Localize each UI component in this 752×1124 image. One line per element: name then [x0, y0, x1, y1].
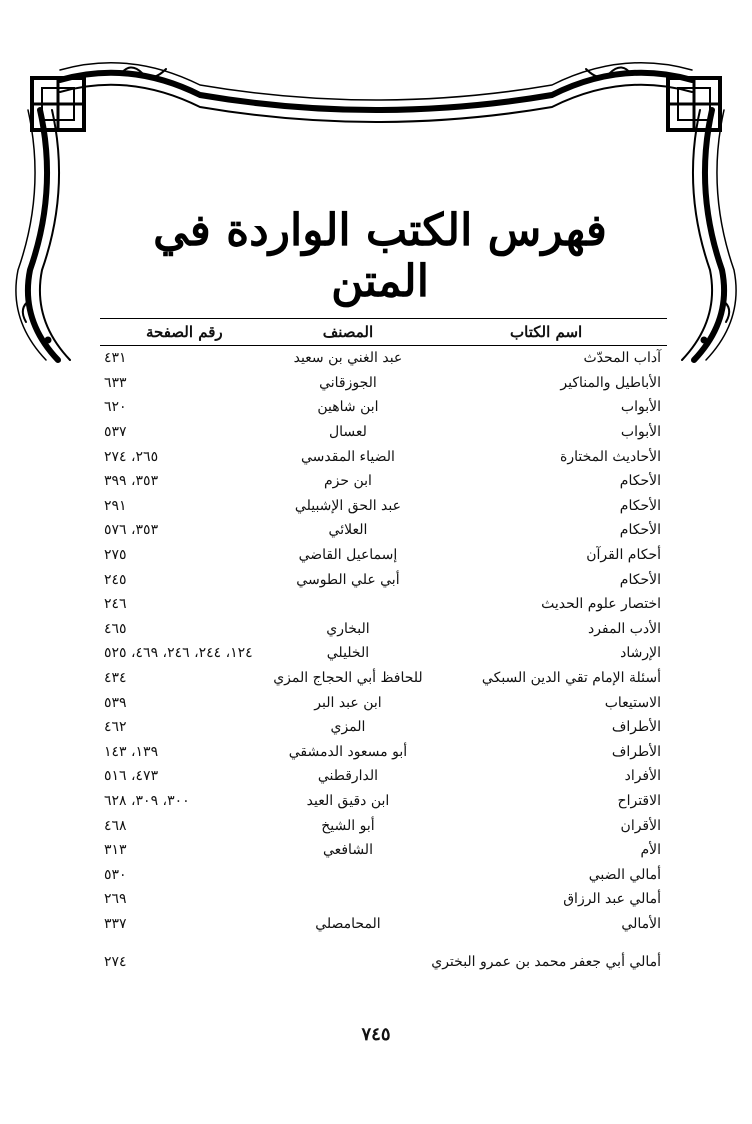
book-title: الاقتراح	[617, 792, 661, 809]
book-author	[265, 862, 432, 887]
table-row	[100, 346, 667, 371]
book-author: أبي علي الطوسي	[296, 571, 400, 588]
column-header-author: المصنف	[265, 319, 432, 346]
book-author: الدارقطني	[317, 768, 379, 785]
book-title: آداب المحدّث	[583, 350, 661, 367]
book-title: الأحكام	[619, 473, 661, 490]
book-author: للحافظ أبي الحجاج المزي	[273, 670, 423, 687]
page-reference: ٢٩١	[104, 497, 127, 514]
page-reference: ٢٦٩	[104, 891, 127, 908]
table-row	[100, 813, 667, 838]
book-title: أمالي الضبي	[588, 866, 661, 883]
table-row	[100, 518, 667, 543]
book-title: الأطراف	[611, 719, 661, 736]
table-row	[100, 666, 667, 691]
book-title: أسئلة الإمام تقي الدين السبكي	[481, 670, 661, 687]
book-title: الأحكام	[619, 571, 661, 588]
page-reference: ٦٢٠	[104, 399, 127, 416]
book-title: الأبواب	[620, 399, 661, 416]
book-title: أمالي أبي جعفر محمد بن عمرو البختري	[431, 954, 661, 971]
book-author: البخاري	[326, 620, 370, 637]
book-title: الأفراد	[624, 768, 661, 785]
page-reference: ٦٣٣	[104, 374, 127, 391]
column-header-title: اسم الكتاب	[431, 319, 667, 346]
book-author: إسماعيل القاضي	[298, 547, 398, 564]
page-reference: ٢٦٥، ٢٧٤	[104, 448, 159, 465]
book-title: الإرشاد	[620, 645, 661, 662]
page-reference: ٣٠٠، ٣٠٩، ٦٢٨	[104, 792, 190, 809]
page-title: فهرس الكتب الواردة في المتن	[153, 205, 607, 307]
book-title: الأباطيل والمناكير	[560, 374, 661, 391]
page-reference: ٤٧٣، ٥١٦	[104, 768, 159, 785]
book-author: العلائي	[328, 522, 368, 539]
book-title: الأم	[640, 842, 661, 859]
book-author	[265, 887, 432, 912]
table-row	[100, 617, 667, 642]
page-reference: ٣١٣	[104, 842, 127, 859]
page-reference: ٣٥٣، ٣٩٩	[104, 473, 159, 490]
table-row	[100, 494, 667, 519]
table-row	[100, 764, 667, 789]
table-row	[100, 715, 667, 740]
book-title: الأمالي	[621, 915, 661, 932]
book-author: ابن دقيق العيد	[306, 792, 390, 809]
table-row	[100, 592, 667, 617]
page-reference: ٤٦٥	[104, 620, 127, 637]
book-title: أحكام القرآن	[586, 547, 661, 564]
page-reference: ٢٧٥	[104, 547, 127, 564]
book-author: الجوزقاني	[319, 374, 377, 391]
book-author: الضياء المقدسي	[301, 448, 395, 465]
book-title: الأحكام	[619, 497, 661, 514]
book-author	[265, 592, 432, 617]
table-row	[100, 420, 667, 445]
table-row	[100, 690, 667, 715]
table-row	[100, 469, 667, 494]
book-title: الأقران	[620, 817, 661, 834]
book-title: الاستيعاب	[604, 694, 661, 711]
book-title: أمالي عبد الرزاق	[563, 891, 661, 908]
book-author: المزي	[330, 719, 366, 736]
book-title: الأحكام	[619, 522, 661, 539]
book-author: عبد الحق الإشبيلي	[294, 497, 401, 514]
book-author: أبو مسعود الدمشقي	[288, 743, 408, 760]
book-author: عبد الغني بن سعيد	[293, 350, 403, 367]
table-row	[100, 543, 667, 568]
book-author	[265, 936, 432, 970]
page-reference: ٢٤٥	[104, 571, 127, 588]
book-author: أبو الشيخ	[321, 817, 375, 834]
table-row	[100, 641, 667, 666]
page-reference: ١٣٩، ١٤٣	[104, 743, 159, 760]
page-reference: ٥٣٠	[104, 866, 127, 883]
book-author: ابن حزم	[323, 473, 372, 490]
page-reference: ٤٦٢	[104, 719, 127, 736]
book-title: الأطراف	[611, 743, 661, 760]
table-header-row	[100, 319, 667, 346]
book-title: الأبواب	[620, 424, 661, 441]
page-reference: ٢٤٦	[104, 596, 127, 613]
book-title: اختصار علوم الحديث	[541, 596, 661, 613]
table-row	[100, 395, 667, 420]
table-row	[100, 887, 667, 912]
book-author: الخليلي	[326, 645, 370, 662]
column-header-page: رقم الصفحة	[100, 319, 265, 346]
page-reference: ٤٣١	[104, 350, 127, 367]
table-row	[100, 912, 667, 937]
page-reference: ٢٧٤	[104, 954, 127, 971]
page-reference: ١٢٤، ٢٤٤، ٢٤٦، ٤٦٩، ٥٢٥	[104, 645, 253, 662]
book-author: ابن شاهين	[317, 399, 379, 416]
page-reference: ٤٣٤	[104, 670, 127, 687]
page-reference: ٤٦٨	[104, 817, 127, 834]
page-reference: ٣٣٧	[104, 915, 127, 932]
table-row	[100, 838, 667, 863]
table-row	[100, 567, 667, 592]
page-reference: ٥٣٩	[104, 694, 127, 711]
table-row	[100, 371, 667, 396]
page-reference: ٥٣٧	[104, 424, 127, 441]
table-row	[100, 789, 667, 814]
table-row	[100, 740, 667, 765]
page-reference: ٣٥٣، ٥٧٦	[104, 522, 159, 539]
book-author: المحامصلي	[315, 915, 381, 932]
page-number: ٧٤٥	[361, 1024, 391, 1045]
books-index-table	[100, 318, 667, 970]
table-row	[100, 862, 667, 887]
book-author: لعسال	[328, 424, 367, 441]
table-row	[100, 444, 667, 469]
book-title: الأحاديث المختارة	[560, 448, 661, 465]
book-author: الشافعي	[322, 842, 373, 859]
book-title: الأدب المفرد	[587, 620, 661, 637]
book-author: ابن عبد البر	[314, 694, 382, 711]
table-row	[100, 936, 667, 970]
